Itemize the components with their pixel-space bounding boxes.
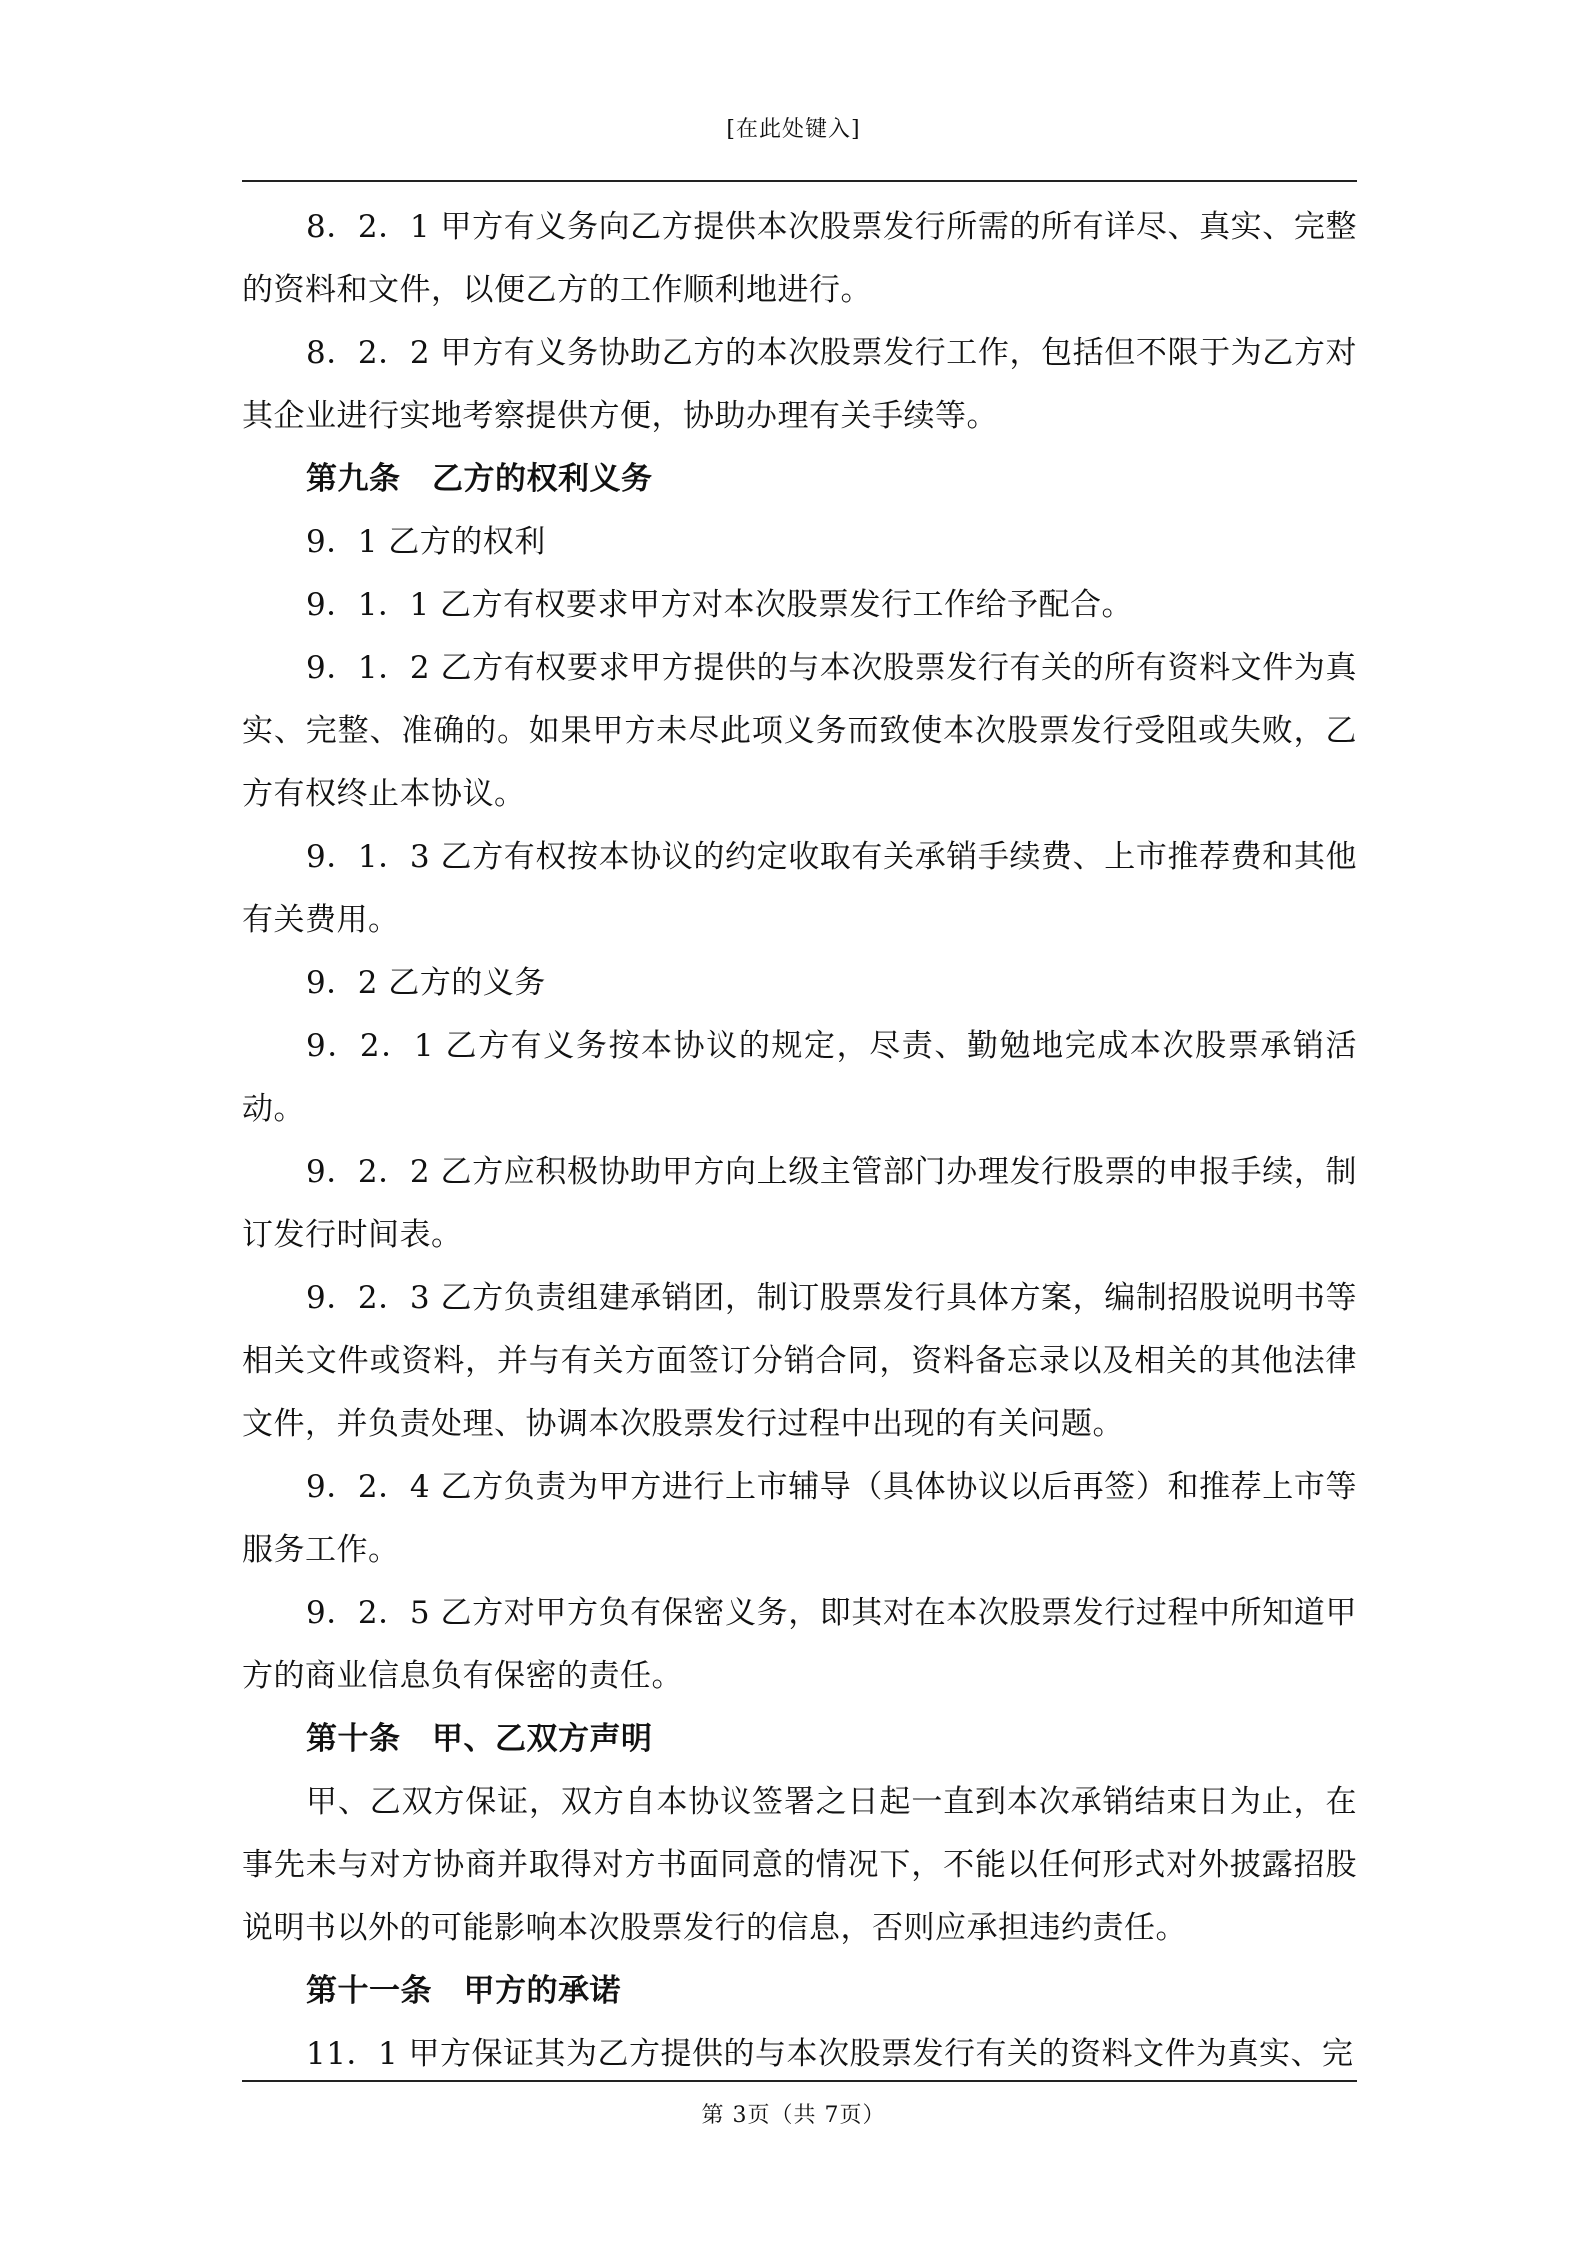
- clause-9-2-4: 9．2．4 乙方负责为甲方进行上市辅导（具体协议以后再签）和推荐上市等服务工作。: [242, 1469, 1357, 1568]
- article-11-heading: 第十一条 甲方的承诺: [306, 1973, 621, 2009]
- article-10-text: 甲、乙双方保证，双方自本协议签署之日起一直到本次承销结束日为止，在事先未与对方协商并取得对方书面同意的情况下，不能以任何形式对外披露招股说明书以外的可能影响本次股票发行的信息，否则应承担违约责任。: [242, 1784, 1357, 1946]
- clause-11-1: 11．1 甲方保证其为乙方提供的与本次股票发行有关的资料文件为真实、完: [306, 2036, 1354, 2072]
- clause-9-1-2: 9．1．2 乙方有权要求甲方提供的与本次股票发行有关的所有资料文件为真实、完整、准确的。如果甲方未尽此项义务而致使本次股票发行受阻或失败，乙方有权终止本协议。: [242, 650, 1357, 812]
- footer-divider: [242, 2080, 1357, 2082]
- clause-9-1-1: 9．1．1 乙方有权要求甲方对本次股票发行工作给予配合。: [306, 587, 1134, 623]
- page-header: [在此处键入]: [726, 117, 861, 142]
- page-number: 第 3页（共 7页）: [701, 2103, 886, 2128]
- article-10-heading: 第十条 甲、乙双方声明: [306, 1721, 653, 1757]
- article-9-heading: 第九条 乙方的权利义务: [306, 461, 653, 497]
- clause-9-2: 9．2 乙方的义务: [306, 965, 546, 1001]
- clause-8-2-2: 8．2．2 甲方有义务协助乙方的本次股票发行工作，包括但不限于为乙方对其企业进行实地考察提供方便，协助办理有关手续等。: [242, 335, 1357, 434]
- clause-9-1: 9．1 乙方的权利: [306, 524, 546, 560]
- header-divider: [242, 180, 1357, 182]
- document-body: [242, 196, 1357, 2086]
- clause-9-2-1: 9．2．1 乙方有义务按本协议的规定，尽责、勤勉地完成本次股票承销活动。: [242, 1028, 1357, 1127]
- clause-9-2-3: 9．2．3 乙方负责组建承销团，制订股票发行具体方案，编制招股说明书等相关文件或资料，并与有关方面签订分销合同，资料备忘录以及相关的其他法律文件，并负责处理、协调本次股票发行过程中出现的有关问题。: [242, 1280, 1357, 1442]
- clause-9-2-2: 9．2．2 乙方应积极协助甲方向上级主管部门办理发行股票的申报手续，制订发行时间表。: [242, 1154, 1357, 1253]
- clause-8-2-1: 8．2．1 甲方有义务向乙方提供本次股票发行所需的所有详尽、真实、完整的资料和文件，以便乙方的工作顺利地进行。: [242, 209, 1357, 308]
- clause-9-2-5: 9．2．5 乙方对甲方负有保密义务，即其对在本次股票发行过程中所知道甲方的商业信息负有保密的责任。: [242, 1595, 1357, 1694]
- clause-9-1-3: 9．1．3 乙方有权按本协议的约定收取有关承销手续费、上市推荐费和其他有关费用。: [242, 839, 1357, 938]
